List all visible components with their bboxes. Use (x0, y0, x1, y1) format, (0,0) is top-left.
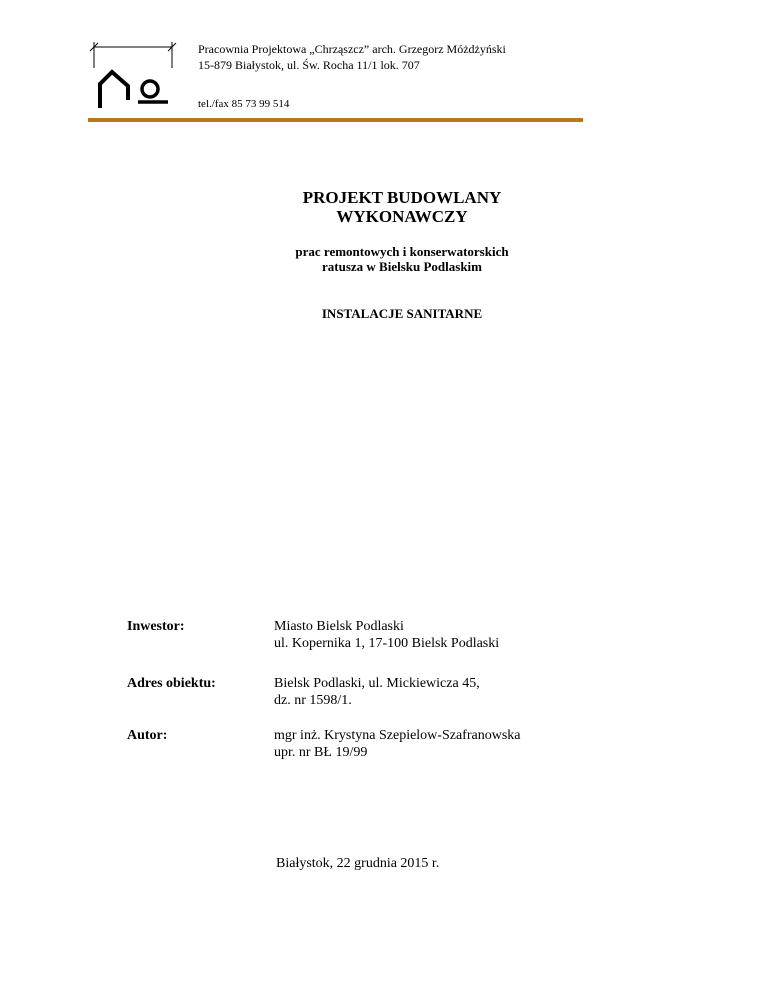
object-address-street: Bielsk Podlaski, ul. Mickiewicza 45, (274, 676, 480, 691)
document-date: Białystok, 22 grudnia 2015 r. (276, 856, 440, 871)
author-values (274, 727, 520, 761)
author-label: Autor: (127, 728, 168, 743)
section-title: INSTALACJE SANITARNE (321, 306, 483, 321)
investor-values (274, 618, 499, 652)
document-subtitle-line-1: prac remontowych i konserwatorskich (295, 244, 509, 259)
studio-address: 15-879 Białystok, ul. Św. Rocha 11/1 lok. 707 (198, 58, 420, 72)
investor-address: ul. Kopernika 1, 17-100 Bielsk Podlaski (274, 636, 500, 651)
object-address-values (274, 675, 480, 709)
header-divider (88, 118, 583, 122)
investor-label: Inwestor: (127, 619, 185, 634)
author-license: upr. nr BŁ 19/99 (274, 745, 368, 760)
author-name: mgr inż. Krystyna Szepielow-Szafranowska (274, 728, 521, 743)
document-title-line-1: PROJEKT BUDOWLANY (302, 188, 502, 207)
object-address-parcel: dz. nr 1598/1. (274, 693, 352, 708)
document-title-line-2: WYKONAWCZY (336, 207, 468, 226)
studio-name: Pracownia Projektowa „Chrząszcz” arch. Grzegorz Móżdżyński (198, 42, 506, 56)
object-address-label: Adres obiektu: (127, 676, 216, 691)
house-and-circle-logo-icon (88, 38, 180, 114)
document-subtitle-line-2: ratusza w Bielsku Podlaskim (322, 259, 482, 274)
investor-name: Miasto Bielsk Podlaski (274, 619, 404, 634)
studio-phone: tel./fax 85 73 99 514 (198, 98, 290, 110)
